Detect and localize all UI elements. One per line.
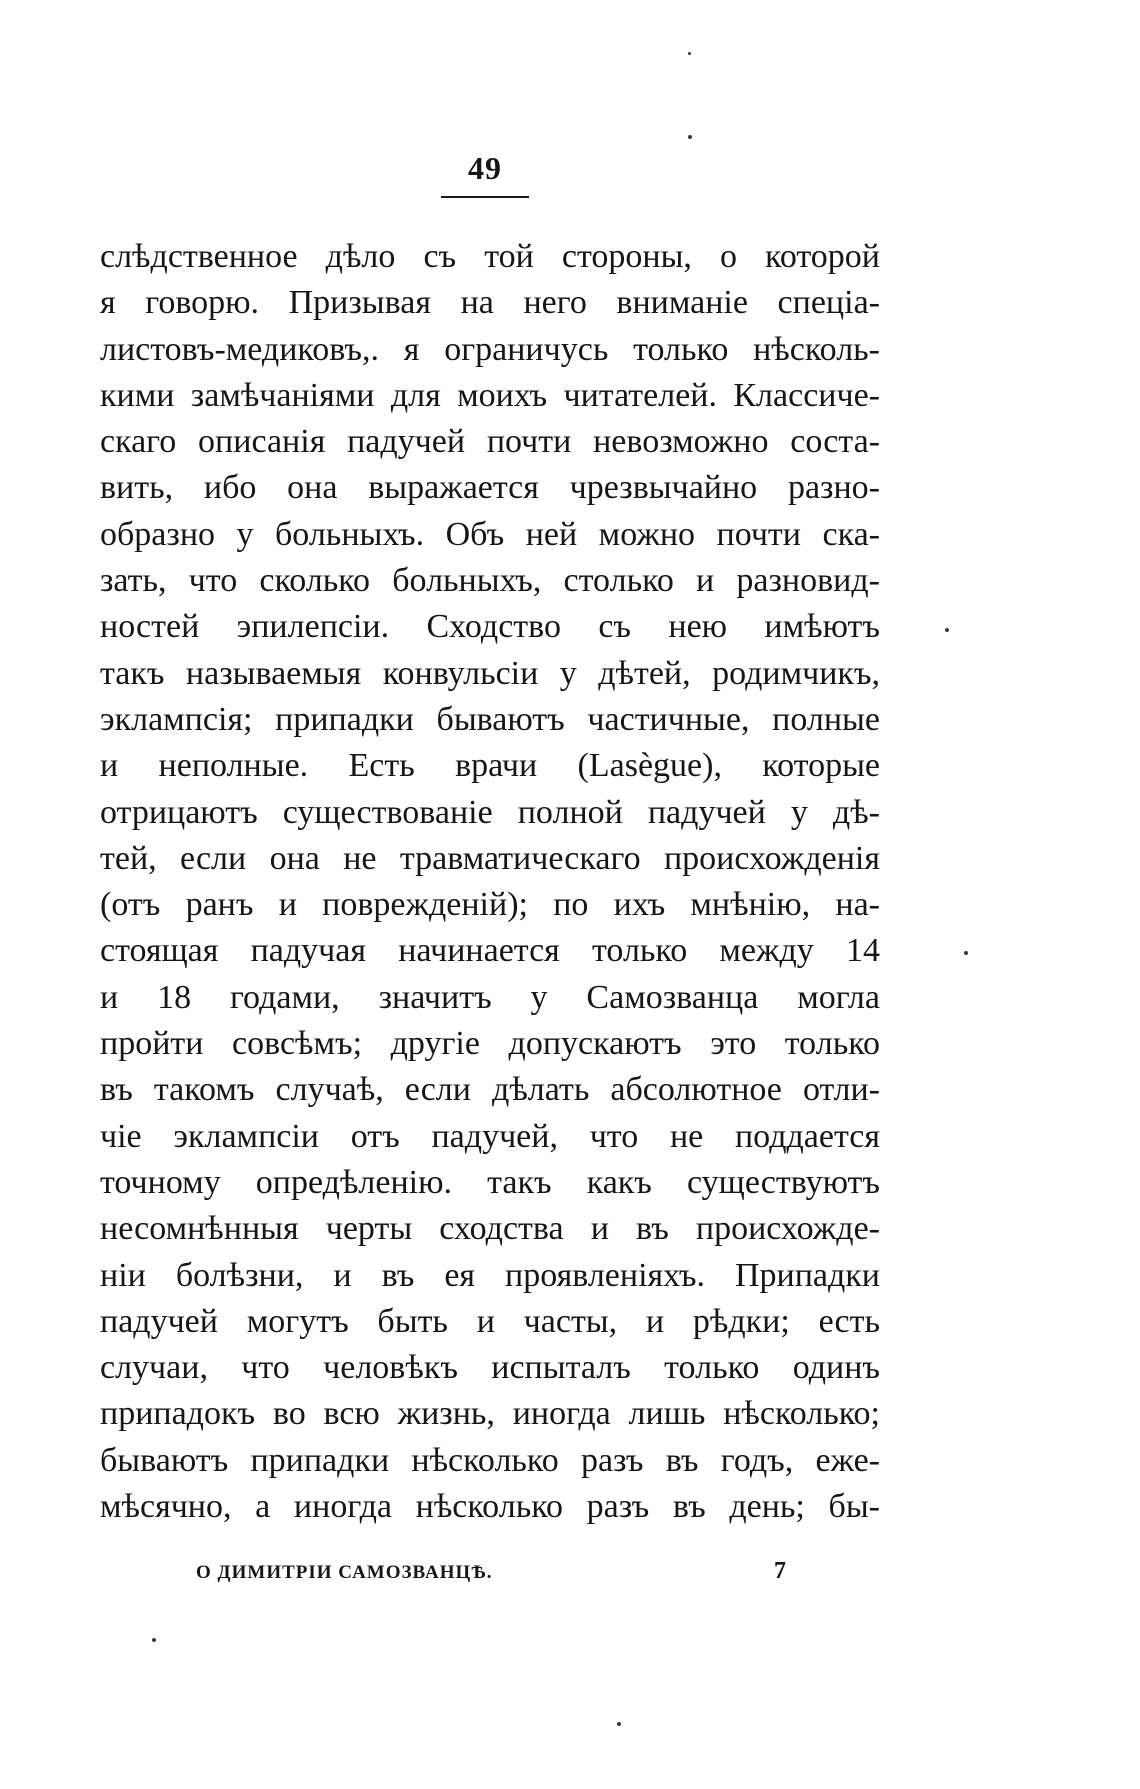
text-line: отрицаютъ существованіе полной падучей у дѣ- (100, 793, 880, 831)
text-line: вить, ибо она выражается чрезвычайно разно- (100, 469, 880, 507)
scan-speck (945, 628, 949, 632)
scan-speck (964, 951, 968, 955)
text-line: стоящая падучая начинается только между 14 (100, 932, 880, 970)
text-line: листовъ-медиковъ,. я ограничусь только нѣсколь- (100, 330, 880, 368)
scan-speck (617, 1722, 621, 1726)
text-line: въ такомъ случаѣ, если дѣлать абсолютное отли- (100, 1071, 880, 1109)
text-line: тей, если она не травматическаго происхожденія (100, 839, 880, 877)
page-number-rule (441, 196, 529, 198)
text-line: мѣсячно, а иногда нѣсколько разъ въ день; бы- (100, 1488, 880, 1526)
text-line: несомнѣнныя черты сходства и въ происхожде- (100, 1210, 880, 1248)
scan-speck (688, 135, 692, 139)
text-line: скаго описанія падучей почти невозможно соста- (100, 423, 880, 461)
text-line: чіе эклампсіи отъ падучей, что не поддается (100, 1117, 880, 1155)
text-line: ностей эпилепсіи. Сходство съ нею имѣютъ (100, 608, 880, 646)
text-line: и 18 годами, значитъ у Самозванца могла (100, 978, 880, 1016)
text-line: случаи, что человѣкъ испыталъ только одинъ (100, 1349, 880, 1387)
text-line: зать, что сколько больныхъ, столько и разновид- (100, 562, 880, 600)
text-line: пройти совсѣмъ; другіе допускаютъ это только (100, 1025, 880, 1063)
text-line: я говорю. Призывая на него вниманіе спеціа- (100, 284, 880, 322)
page-number: 49 (468, 150, 502, 186)
text-line: ніи болѣзни, и въ ея проявленіяхъ. Припадки (100, 1256, 880, 1294)
text-line: эклампсія; припадки бываютъ частичные, полные (100, 700, 880, 738)
text-line: падучей могутъ быть и часты, и рѣдки; есть (100, 1302, 880, 1340)
running-footer-title: О ДИМИТРІИ САМОЗВАНЦѢ. (196, 1562, 493, 1583)
text-line: бываютъ припадки нѣсколько разъ въ годъ, еже- (100, 1441, 880, 1479)
text-line: образно у больныхъ. Объ ней можно почти ска- (100, 515, 880, 553)
text-line: кими замѣчаніями для моихъ читателей. Классиче- (100, 376, 880, 414)
page-footer (196, 1558, 786, 1592)
body-text (100, 234, 880, 1530)
text-line: и неполные. Есть врачи (Lasègue), которые (100, 747, 880, 785)
scan-speck (152, 1638, 156, 1642)
signature-mark: 7 (774, 1558, 786, 1584)
text-line: слѣдственное дѣло съ той стороны, о которой (100, 238, 880, 275)
text-line: (отъ ранъ и поврежденій); по ихъ мнѣнію, на- (100, 886, 880, 924)
text-line: такъ называемыя конвульсіи у дѣтей, родимчикъ, (100, 654, 880, 692)
text-line: точному опредѣленію. такъ какъ существуютъ (100, 1163, 880, 1201)
text-line: припадокъ во всю жизнь, иногда лишь нѣсколько; (100, 1395, 880, 1433)
scan-speck (688, 52, 691, 55)
